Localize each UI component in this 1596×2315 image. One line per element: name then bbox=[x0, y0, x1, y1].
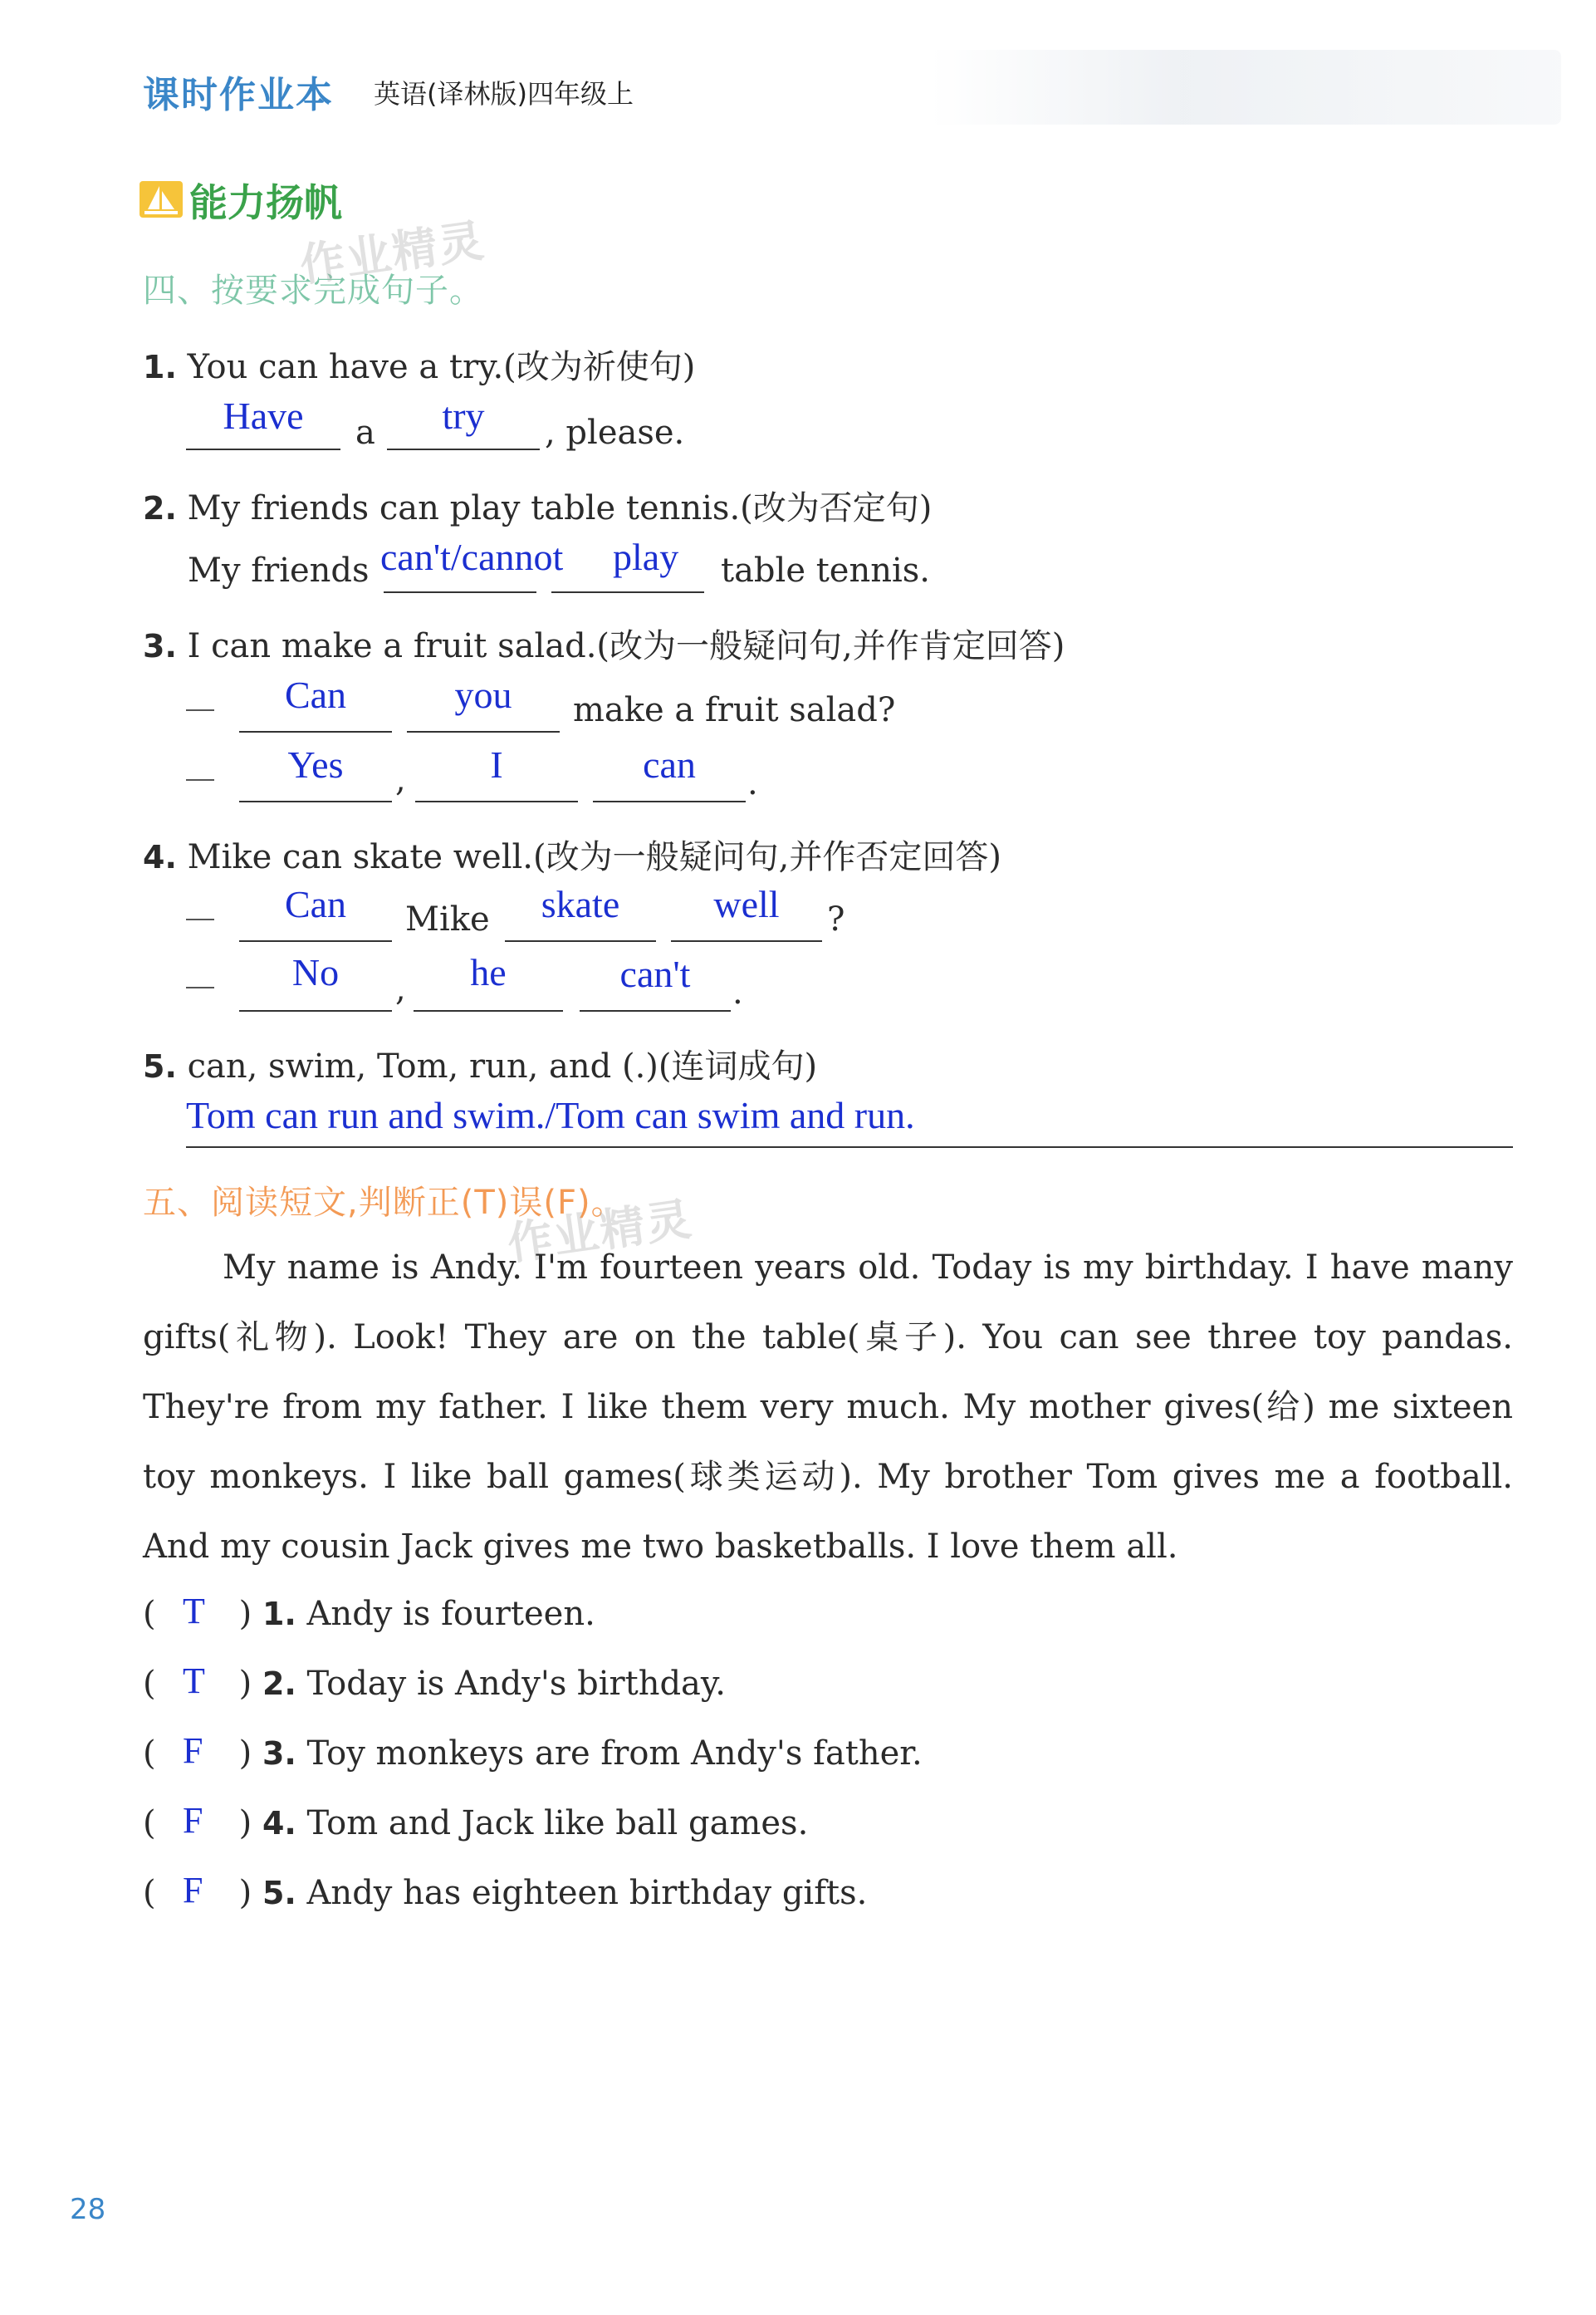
blank bbox=[239, 1010, 392, 1012]
tf-item: ( ) 2. Today is Andy's birthday. bbox=[143, 1665, 726, 1703]
answer: can't bbox=[619, 953, 691, 995]
tf-item: ( ) 5. Andy has eighteen birthday gifts. bbox=[143, 1874, 868, 1912]
blank bbox=[415, 801, 578, 802]
question-3-prompt: I can make a fruit salad.(改为一般疑问句,并作肯定回答) bbox=[187, 627, 1065, 665]
watermark: 作业精灵 bbox=[504, 1192, 696, 1271]
answer: No bbox=[291, 951, 340, 993]
part5-heading: 五、阅读短文,判断正(T)误(F)。 bbox=[143, 1184, 625, 1222]
dash bbox=[186, 779, 214, 781]
blank bbox=[551, 591, 704, 593]
question-5: 5. can, swim, Tom, run, and (.)(连词成句) bbox=[143, 1047, 818, 1086]
text: . bbox=[732, 974, 743, 1012]
blank bbox=[593, 801, 746, 802]
blank bbox=[580, 1010, 731, 1012]
blank bbox=[414, 1010, 563, 1012]
tf-answer: F bbox=[183, 1870, 203, 1910]
blank bbox=[239, 801, 392, 802]
text: table tennis. bbox=[721, 552, 931, 590]
page-number: 28 bbox=[70, 2193, 106, 2226]
blank bbox=[186, 1146, 1513, 1148]
tf-answer: F bbox=[183, 1730, 203, 1771]
question-5-prompt: can, swim, Tom, run, and (.)(连词成句) bbox=[187, 1047, 818, 1086]
answer: can't/cannot bbox=[380, 536, 564, 578]
part4-heading: 四、按要求完成句子。 bbox=[143, 272, 483, 310]
text: , please. bbox=[545, 414, 685, 452]
blank bbox=[407, 731, 560, 733]
blank bbox=[239, 731, 392, 733]
watermark: 作业精灵 bbox=[296, 213, 488, 292]
tf-item: ( ) 3. Toy monkeys are from Andy's father. bbox=[143, 1734, 923, 1773]
answer: you bbox=[454, 674, 512, 716]
answer: I bbox=[490, 743, 503, 786]
answer: he bbox=[470, 951, 507, 993]
text: , bbox=[395, 761, 406, 799]
answer: can bbox=[643, 743, 696, 786]
text: Mike bbox=[405, 900, 490, 939]
question-2: 2. My friends can play table tennis.(改为否定句) bbox=[143, 489, 933, 527]
tf-answer: F bbox=[183, 1800, 203, 1841]
text: My friends bbox=[188, 552, 370, 590]
answer: skate bbox=[541, 883, 620, 925]
blank bbox=[239, 940, 392, 942]
header-decoration bbox=[930, 50, 1561, 125]
blank bbox=[505, 940, 656, 942]
reading-passage: My name is Andy. I'm fourteen years old. Today is my birthday. I have many gifts(礼物). Look! They are on the table(桌子). You can see three toy pandas. They're from my father. I like them very much. My mother gives(给) me sixteen toy monkeys. I like ball games(球类运动). My brother Tom gives me a football. And my cousin Jack gives me two basketballs. I love them all. bbox=[143, 1248, 1513, 1566]
question-2-prompt: My friends can play table tennis.(改为否定句) bbox=[187, 489, 933, 527]
answer: play bbox=[613, 536, 679, 578]
tf-item: ( ) 4. Tom and Jack like ball games. bbox=[143, 1804, 809, 1842]
section-title: 能力扬帆 bbox=[189, 180, 342, 225]
answer: Tom can run and swim./Tom can swim and run. bbox=[186, 1094, 915, 1136]
answer: try bbox=[442, 395, 485, 437]
book-subject: 英语(译林版)四年级上 bbox=[374, 78, 634, 110]
answer: Can bbox=[284, 674, 347, 716]
text: a bbox=[355, 414, 375, 452]
answer: Can bbox=[284, 883, 347, 925]
tf-answer: T bbox=[183, 1660, 205, 1701]
dash bbox=[186, 987, 214, 988]
blank bbox=[384, 591, 536, 593]
answer: Have bbox=[223, 395, 304, 437]
question-4-prompt: Mike can skate well.(改为一般疑问句,并作否定回答) bbox=[187, 838, 1001, 876]
blank bbox=[671, 940, 822, 942]
text: . bbox=[747, 764, 758, 802]
blank bbox=[387, 449, 540, 450]
tf-answer: T bbox=[183, 1591, 205, 1631]
question-1-prompt: You can have a try.(改为祈使句) bbox=[187, 348, 696, 386]
tf-item: ( ) 1. Andy is fourteen. bbox=[143, 1595, 595, 1633]
question-3: 3. I can make a fruit salad.(改为一般疑问句,并作肯定回答) bbox=[143, 627, 1065, 665]
question-1: 1. You can have a try.(改为祈使句) bbox=[143, 348, 696, 386]
text: ? bbox=[827, 900, 845, 939]
text: , bbox=[395, 970, 406, 1008]
sail-boat-icon bbox=[140, 181, 183, 218]
dash bbox=[186, 709, 214, 711]
dash bbox=[186, 919, 214, 920]
answer: Yes bbox=[287, 743, 344, 786]
book-brand: 课时作业本 bbox=[143, 74, 334, 116]
text: make a fruit salad? bbox=[573, 691, 896, 729]
answer: well bbox=[713, 883, 780, 925]
question-4: 4. Mike can skate well.(改为一般疑问句,并作否定回答) bbox=[143, 838, 1001, 876]
blank bbox=[186, 449, 340, 450]
